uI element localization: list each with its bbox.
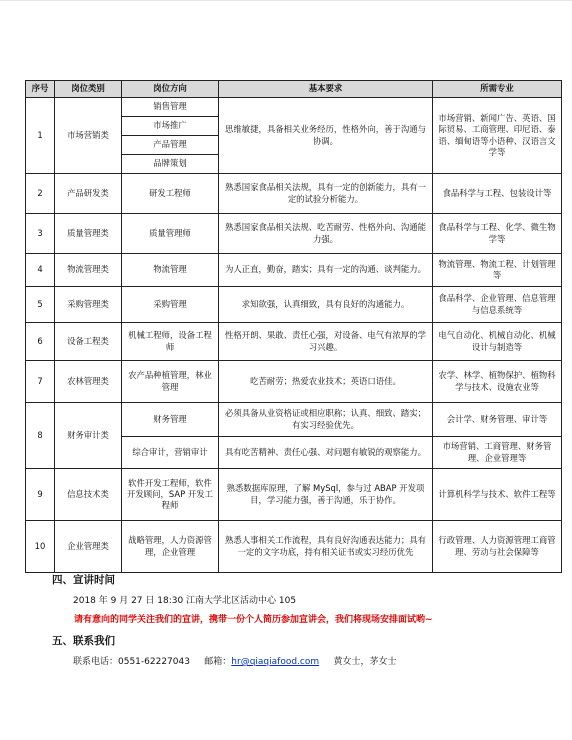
table-row	[26, 98, 562, 117]
table-row	[26, 214, 562, 254]
top-rule	[0, 0, 572, 1]
row-no: 2	[26, 174, 55, 214]
contact-persons: 黄女士，茅女士	[333, 657, 397, 667]
row-majors: 计算机科学与技术、软件工程等	[433, 469, 562, 521]
row-direction: 市场推广	[122, 117, 219, 136]
row-majors: 食品科学与工程、化学、微生物学等	[433, 214, 562, 254]
row-direction: 研发工程师	[122, 174, 219, 214]
header-category: 岗位类别	[55, 81, 122, 98]
row-requirement: 性格开朗、果敢、责任心强，对设备、电气有浓厚的学习兴趣。	[219, 323, 433, 361]
row-direction: 销售管理	[122, 98, 219, 117]
row-requirement: 为人正直，勤奋，踏实；具有一定的沟通、谈判能力。	[219, 254, 433, 287]
header-requirement: 基本要求	[219, 81, 433, 98]
row-direction: 战略管理，人力资源管理，企业管理	[122, 521, 219, 573]
row-requirement: 具有吃苦精神、责任心强、对问题有敏锐的观察能力。	[219, 437, 433, 469]
row-no: 5	[26, 287, 55, 323]
header-majors: 所需专业	[433, 81, 562, 98]
row-majors: 市场营销、工商管理、财务管理、企业管理等	[433, 437, 562, 469]
row-no: 6	[26, 323, 55, 361]
row-requirement: 求知欲强，认真细致，具有良好的沟通能力。	[219, 287, 433, 323]
row-direction: 质量管理师	[122, 214, 219, 254]
contact-phone: 联系电话：0551-62227043	[73, 657, 190, 667]
briefing-time: 2018 年 9 月 27 日 18:30 江南大学北区活动中心 105	[73, 596, 297, 606]
row-category: 信息技术类	[55, 469, 122, 521]
row-no: 3	[26, 214, 55, 254]
row-majors: 农学、林学、植物保护、植物科学与技术、设施农业等	[433, 361, 562, 403]
table-row	[26, 469, 562, 521]
row-category: 企业管理类	[55, 521, 122, 573]
section-title-briefing: 四、宣讲时间	[52, 574, 115, 586]
row-direction: 品牌策划	[122, 155, 219, 174]
contact-email-link[interactable]: hr@qiaqiafood.com	[231, 657, 320, 667]
contact-line	[73, 654, 396, 667]
row-majors: 电气自动化、机械自动化、机械设计与制造等	[433, 323, 562, 361]
row-requirement: 吃苦耐劳；热爱农业技术；英语口语佳。	[219, 361, 433, 403]
table-header-row	[26, 81, 562, 98]
row-no: 8	[26, 403, 55, 469]
row-direction: 采购管理	[122, 287, 219, 323]
row-no: 1	[26, 98, 55, 174]
row-direction: 财务管理	[122, 403, 219, 437]
row-category: 财务审计类	[55, 403, 122, 469]
header-direction: 岗位方向	[122, 81, 219, 98]
row-requirement: 熟悉人事相关工作流程，具有良好沟通表达能力；具有一定的文字功底，持有相关证书或实习经历优先	[219, 521, 433, 573]
header-no: 序号	[26, 81, 55, 98]
table-row	[26, 323, 562, 361]
row-direction: 物流管理	[122, 254, 219, 287]
table-row	[26, 403, 562, 437]
row-direction: 机械工程师，设备工程师	[122, 323, 219, 361]
positions-table	[25, 80, 562, 573]
row-category: 产品研发类	[55, 174, 122, 214]
table-row	[26, 521, 562, 573]
row-category: 物流管理类	[55, 254, 122, 287]
table-row	[26, 287, 562, 323]
contact-email-label: 邮箱：	[204, 657, 232, 667]
row-category: 质量管理类	[55, 214, 122, 254]
row-category: 农林管理类	[55, 361, 122, 403]
row-requirement: 熟悉国家食品相关法规、吃苦耐劳、性格外向、沟通能力强。	[219, 214, 433, 254]
row-direction: 农产品种植管理，林业管理	[122, 361, 219, 403]
briefing-note: 请有意向的同学关注我们的宣讲，携带一份个人简历参加宣讲会，我们将现场安排面试哟~	[74, 615, 433, 625]
row-category: 采购管理类	[55, 287, 122, 323]
row-requirement: 必须具备从业资格证或相应职称；认真、细致、踏实；有实习经验优先。	[219, 403, 433, 437]
row-no: 10	[26, 521, 55, 573]
row-majors: 会计学、财务管理、审计等	[433, 403, 562, 437]
row-requirement: 熟悉数据库原理，了解 MySql，参与过 ABAP 开发项目，学习能力强，善于沟通，乐于协作。	[219, 469, 433, 521]
row-category: 设备工程类	[55, 323, 122, 361]
row-direction: 综合审计，营销审计	[122, 437, 219, 469]
row-no: 4	[26, 254, 55, 287]
table-row	[26, 254, 562, 287]
row-direction: 软件开发工程师，软件开发顾问，SAP 开发工程师	[122, 469, 219, 521]
row-requirement: 熟悉国家食品相关法规，具有一定的创新能力，具有一定的试验分析能力。	[219, 174, 433, 214]
table-row	[26, 174, 562, 214]
row-majors: 物流管理、物流工程、计划管理等	[433, 254, 562, 287]
row-no: 9	[26, 469, 55, 521]
row-direction: 产品管理	[122, 136, 219, 155]
row-majors: 市场营销、新闻广告、英语、国际贸易、工商管理、印尼语、泰语、缅甸语等小语种、汉语言文学等	[433, 98, 562, 174]
table-row	[26, 361, 562, 403]
section-title-contact: 五、联系我们	[52, 635, 115, 647]
row-majors: 食品科学与工程、包装设计等	[433, 174, 562, 214]
row-category: 市场营销类	[55, 98, 122, 174]
row-majors: 食品科学、企业管理、信息管理与信息系统等	[433, 287, 562, 323]
row-majors: 行政管理、人力资源管理工商管理、劳动与社会保障等	[433, 521, 562, 573]
row-no: 7	[26, 361, 55, 403]
row-requirement: 思维敏捷，具备相关业务经历，性格外向，善于沟通与协调。	[219, 98, 433, 174]
